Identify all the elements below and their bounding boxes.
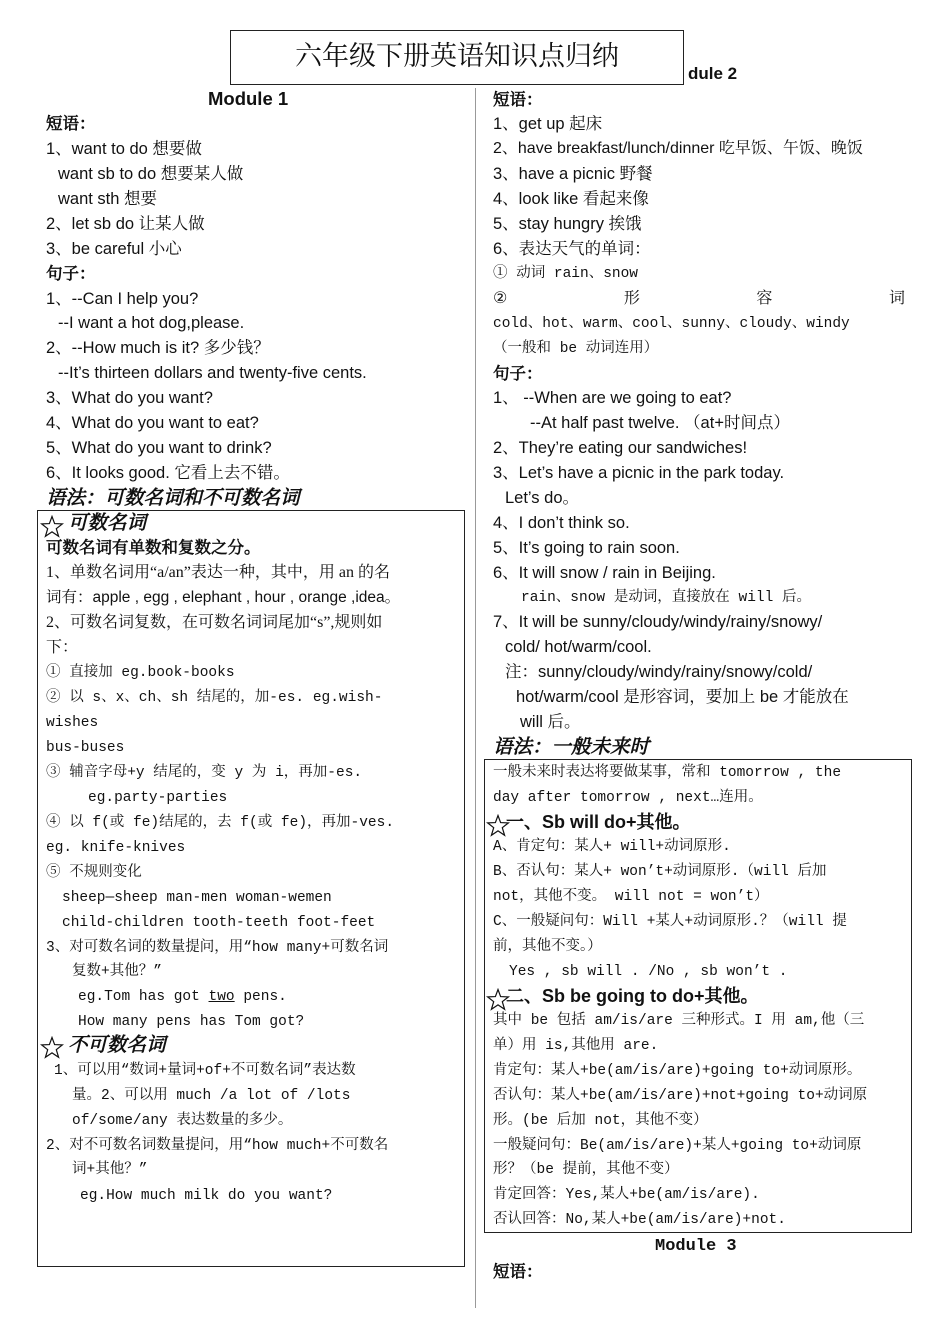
will-answer: Yes , sb will . /No , sb won’t . xyxy=(509,964,788,980)
weather-verbs: ① 动词 rain、snow xyxy=(493,266,639,282)
sentence-item: --It’s thirteen dollars and twenty-five cents. xyxy=(58,364,367,382)
plural-rule: ③ 辅音字母+y 结尾的，变 y 为 i，再加-es. xyxy=(46,765,363,781)
sentence-item: 3、Let’s have a picnic in the park today. xyxy=(493,464,785,482)
uncountable-rule: 2、对不可数名词数量提问，用“how much+不可数名 xyxy=(46,1138,389,1154)
sentence-item: 1、 --When are we going to eat? xyxy=(493,389,732,407)
uncountable-example: eg.How much milk do you want? xyxy=(80,1188,333,1204)
will-rule: B、否认句：某人+ won’t+动词原形.（will 后加 xyxy=(493,864,827,880)
sentence-item: cold/ hot/warm/cool. xyxy=(505,638,652,656)
will-rule: not，其他不变。 will not = won’t） xyxy=(493,889,769,905)
sentence-item: --I want a hot dog,please. xyxy=(58,314,245,332)
grammar-heading: 语法：一般未来时 xyxy=(493,737,650,758)
future-intro: 一般未来时表达将要做某事，常和 tomorrow , the xyxy=(493,765,842,781)
weather-adjective-list: cold、hot、warm、cool、sunny、cloudy、windy xyxy=(493,316,850,332)
example-underlined: two xyxy=(208,989,235,1005)
uncountable-rule: of/some/any 表达数量的多少。 xyxy=(72,1113,293,1129)
weather-adjective-label xyxy=(493,289,905,309)
sentence-note: 注：sunny/cloudy/windy/rainy/snowy/cold/ xyxy=(505,663,813,681)
sentence-item: 5、What do you want to drink? xyxy=(46,439,272,457)
plural-rule: eg.party-parties xyxy=(88,790,228,806)
plural-rule: sheep—sheep man-men woman-wemen xyxy=(62,890,332,906)
phrases-heading: 短语： xyxy=(46,115,96,133)
document-title: 六年级下册英语知识点归纳 xyxy=(295,41,619,71)
example-text: eg.Tom has got xyxy=(78,989,209,1005)
module-2-heading: dule 2 xyxy=(688,64,738,83)
phrase-item: 4、look like 看起来像 xyxy=(493,190,649,208)
phrase-item: 2、have breakfast/lunch/dinner 吃早饭、午饭、晚饭 xyxy=(493,140,863,157)
countable-example-question: How many pens has Tom got? xyxy=(78,1014,305,1030)
going-to-rule: 肯定句：某人+be(am/is/are)+going to+动词原形。 xyxy=(493,1063,862,1079)
plural-rule: eg. knife-knives xyxy=(46,840,186,856)
countable-rule: 词有：apple , egg , elephant , hour , orange ,idea。 xyxy=(46,589,401,606)
sentence-item: --At half past twelve. （at+时间点） xyxy=(530,414,790,432)
going-to-rule: 其中 be 包括 am/is/are 三种形式。I 用 am,他（三 xyxy=(493,1013,865,1029)
label-part: 容 xyxy=(756,290,773,308)
uncountable-heading: 不可数名词 xyxy=(68,1035,166,1056)
going-to-rule: 一般疑问句：Be(am/is/are)+某人+going to+动词原 xyxy=(493,1138,862,1154)
uncountable-rule: 量。2、可以用 much /a lot of /lots xyxy=(72,1088,351,1104)
plural-rule: ② 以 s、x、ch、sh 结尾的，加-es. eg.wish- xyxy=(46,690,383,706)
phrase-item: 3、have a picnic 野餐 xyxy=(493,165,653,183)
phrase-item: 3、be careful 小心 xyxy=(46,240,182,258)
sentence-note: hot/warm/cool 是形容词，要加上 be 才能放在 xyxy=(516,688,849,706)
sentence-note: rain、snow 是动词，直接放在 will 后。 xyxy=(521,590,812,606)
sentence-item: 4、What do you want to eat? xyxy=(46,414,259,432)
plural-rule: ⑤ 不规则变化 xyxy=(46,865,142,881)
weather-adjective-note: （一般和 be 动词连用） xyxy=(493,341,659,357)
star-outline-icon xyxy=(40,515,64,539)
sentence-item: 1、--Can I help you? xyxy=(46,290,199,308)
label-part: 形 xyxy=(623,290,640,308)
grammar-heading: 语法：可数名词和不可数名词 xyxy=(46,488,300,509)
plural-rule: bus-buses xyxy=(46,740,125,756)
module-3-heading: Module 3 xyxy=(655,1237,737,1256)
countable-example xyxy=(78,987,287,1007)
sentence-item: 3、What do you want? xyxy=(46,389,213,407)
module-1-heading: Module 1 xyxy=(208,88,289,109)
uncountable-rule: 1、可以用“数词+量词+of+不可数名词”表达数 xyxy=(54,1063,356,1079)
countable-heading: 可数名词 xyxy=(68,513,147,534)
sentence-item: Let’s do。 xyxy=(505,489,579,507)
countable-rule: 复数+其他？” xyxy=(72,964,162,980)
example-text: pens. xyxy=(234,989,287,1005)
will-rule: C、一般疑问句：Will +某人+动词原形.？（will 提 xyxy=(493,914,847,930)
sentence-item: 6、It looks good. 它看上去不错。 xyxy=(46,464,290,482)
sentences-heading: 句子： xyxy=(493,365,543,383)
phrases-heading: 短语： xyxy=(493,1263,543,1281)
countable-rule: 3、对可数名词的数量提问，用“how many+可数名词 xyxy=(46,940,389,956)
phrase-item: 1、want to do 想要做 xyxy=(46,140,202,158)
phrase-item: want sb to do 想要某人做 xyxy=(58,165,244,183)
going-to-rule: 否认句：某人+be(am/is/are)+not+going to+动词原 xyxy=(493,1088,868,1104)
going-to-rule: 形。(be 后加 not，其他不变） xyxy=(493,1113,708,1129)
sentence-item: 4、I don’t think so. xyxy=(493,514,630,532)
plural-rule: child-children tooth-teeth foot-feet xyxy=(62,915,376,931)
phrase-item: 1、get up 起床 xyxy=(493,115,603,133)
plural-rule: ① 直接加 eg.book-books xyxy=(46,665,235,681)
label-part: 词 xyxy=(888,290,905,308)
countable-intro: 可数名词有单数和复数之分。 xyxy=(46,538,261,557)
phrase-item: 6、表达天气的单词： xyxy=(493,240,651,258)
going-to-rule: 形？（be 提前，其他不变） xyxy=(493,1162,679,1178)
phrase-item: want sth 想要 xyxy=(58,190,158,208)
going-to-rule: 否认回答：No,某人+be(am/is/are)+not. xyxy=(493,1212,786,1228)
countable-rule: 1、单数名词用“a/an”表达一种，其中，用 an 的名 xyxy=(46,564,390,581)
countable-rule: 2、可数名词复数，在可数名词词尾加“s”,规则如 xyxy=(46,614,383,631)
sentence-item: 5、It’s going to rain soon. xyxy=(493,539,680,557)
label-part: ② xyxy=(493,290,508,308)
sentence-item: 2、--How much is it? 多少钱？ xyxy=(46,339,270,357)
sentence-item: 6、It will snow / rain in Beijing. xyxy=(493,564,716,582)
sentence-item: 2、They’re eating our sandwiches! xyxy=(493,439,748,457)
sentence-note: will 后。 xyxy=(520,713,581,731)
will-heading: 一、Sb will do+其他。 xyxy=(506,812,691,832)
sentence-item: 7、It will be sunny/cloudy/windy/rainy/snowy/ xyxy=(493,613,823,631)
going-to-heading: 二、Sb be going to do+其他。 xyxy=(506,986,759,1006)
going-to-rule: 肯定回答：Yes,某人+be(am/is/are). xyxy=(493,1187,760,1203)
plural-rule: ④ 以 f(或 fe)结尾的，去 f(或 fe)，再加-ves. xyxy=(46,815,395,831)
plural-rule: wishes xyxy=(46,715,99,731)
future-intro: day after tomorrow , next…连用。 xyxy=(493,790,763,806)
countable-rule: 下： xyxy=(46,639,79,656)
uncountable-rule: 词+其他？” xyxy=(72,1162,148,1178)
will-rule: 前，其他不变。） xyxy=(493,939,602,955)
column-divider xyxy=(475,88,476,1308)
document-title-box xyxy=(230,30,684,85)
star-outline-icon xyxy=(40,1036,64,1060)
phrase-item: 5、stay hungry 挨饿 xyxy=(493,215,642,233)
sentences-heading: 句子： xyxy=(46,265,96,283)
will-rule: A、肯定句：某人+ will+动词原形. xyxy=(493,839,731,855)
phrases-heading: 短语： xyxy=(493,91,543,109)
phrase-item: 2、let sb do 让某人做 xyxy=(46,215,205,233)
going-to-rule: 单）用 is,其他用 are. xyxy=(493,1038,659,1054)
